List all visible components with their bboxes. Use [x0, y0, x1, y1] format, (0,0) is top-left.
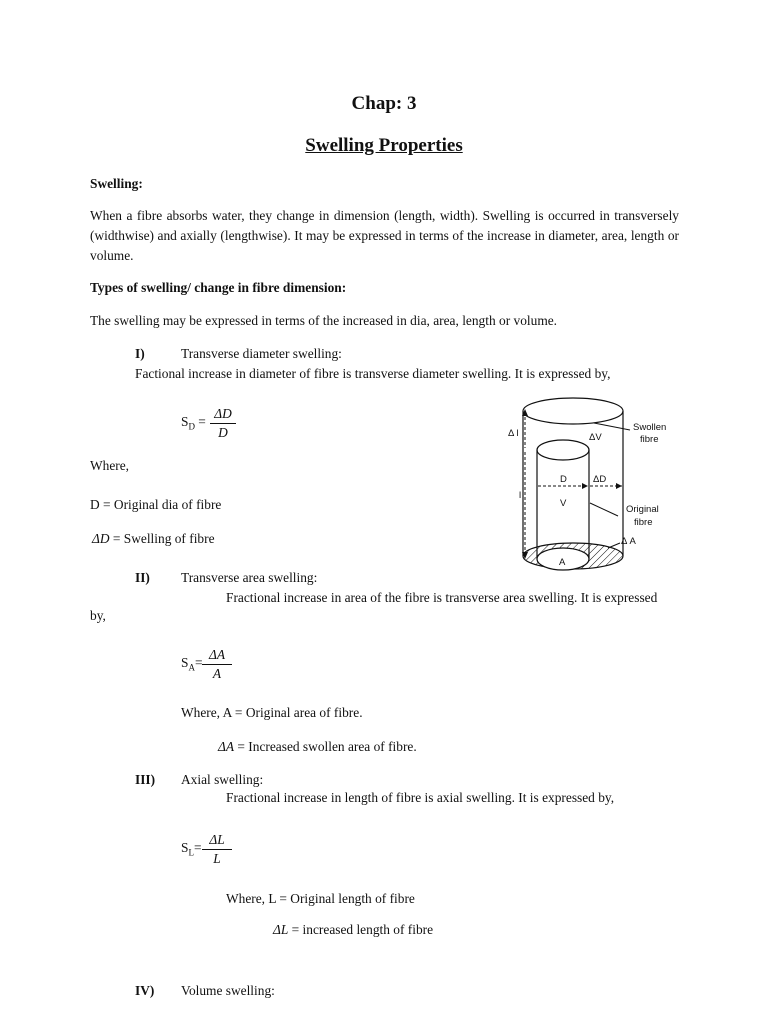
delta-d-symbol: ΔD — [92, 531, 110, 546]
formula-sa-lhs — [181, 655, 203, 673]
delta-v-label: ΔV — [589, 432, 602, 443]
section-4-heading: Volume swelling: — [181, 983, 275, 998]
chapter-heading: Chap: 3 — [351, 93, 417, 114]
formula-sd-numerator: ΔD — [210, 405, 236, 424]
formula-sl-numerator: ΔL — [202, 831, 232, 850]
types-sentence: The swelling may be expressed in terms of the increased in dia, area, length or volume. — [90, 313, 558, 328]
formula-sa-numerator: ΔA — [202, 646, 232, 665]
d-label: D — [560, 474, 567, 485]
section-3-definition-delta-l — [273, 922, 433, 938]
formula-sd-equals: = — [194, 414, 206, 429]
delta-l-label: Δ l — [508, 428, 519, 439]
page-title: Swelling Properties — [305, 135, 463, 156]
section-2-heading: Transverse area swelling: — [181, 570, 318, 585]
original-leader-line — [590, 503, 618, 516]
l-label: l — [519, 490, 522, 501]
original-label-line2: fibre — [634, 517, 653, 528]
delta-a-text: = Increased swollen area of fibre. — [234, 739, 417, 754]
delta-a-symbol: ΔA — [218, 739, 235, 754]
intro-paragraph: When a fibre absorbs water, they change in dimension (length, width). Swelling is occurred in transversely (widthwise) and axially (lengthwise). It may be expressed in terms of the increase in diameter, area, length or volume. — [90, 208, 679, 263]
a-label: A — [559, 557, 566, 568]
arrowhead-delta-d — [616, 483, 622, 489]
section-1-heading: Transverse diameter swelling: — [181, 346, 342, 361]
types-heading: Types of swelling/ change in fibre dimension: — [90, 280, 347, 295]
section-2-where: Where, A = Original area of fibre. — [181, 705, 363, 720]
formula-sa-subscript: A — [188, 662, 195, 673]
section-3-where: Where, L = Original length of fibre — [226, 891, 415, 906]
section-1-number: I) — [135, 346, 145, 361]
formula-sl-denominator: L — [213, 851, 221, 866]
section-3-heading: Axial swelling: — [181, 772, 264, 787]
arrowhead-d — [582, 483, 588, 489]
swelling-heading: Swelling: — [90, 176, 143, 191]
delta-d-text: = Swelling of fibre — [109, 531, 215, 546]
formula-sd-denominator: D — [218, 425, 228, 440]
formula-sa-fraction — [202, 646, 232, 683]
v-label: V — [560, 498, 567, 509]
section-2-number: II) — [135, 570, 150, 585]
swollen-top-ellipse — [523, 398, 623, 424]
formula-sl-symbol: S — [181, 840, 189, 855]
formula-sl-lhs — [181, 840, 202, 858]
formula-sa-denominator: A — [212, 666, 222, 681]
original-label-line1: Original — [626, 504, 659, 515]
section-2-definition-delta-a — [218, 739, 417, 755]
delta-l-text: = increased length of fibre — [288, 922, 434, 937]
swollen-label-line1: Swollen — [633, 422, 667, 433]
section-2-description: Fractional increase in area of the fibre is transverse area swelling. It is expressed — [226, 590, 658, 605]
section-4-number: IV) — [135, 983, 155, 998]
formula-sd-subscript: D — [188, 421, 195, 432]
swollen-leader-line — [594, 423, 630, 430]
formula-sl-subscript: L — [188, 847, 194, 858]
formula-sd-symbol: S — [181, 414, 189, 429]
formula-sd-lhs — [181, 414, 206, 432]
formula-sa-symbol: S — [181, 655, 189, 670]
formula-sd-fraction — [210, 405, 236, 442]
formula-sl-fraction — [202, 831, 232, 868]
formula-sl-equals: = — [193, 840, 202, 855]
original-top-ellipse — [537, 440, 589, 460]
section-3-number: III) — [135, 772, 156, 787]
section-1-description: Factional increase in diameter of fibre is transverse diameter swelling. It is expressed by, — [135, 366, 611, 381]
delta-l-symbol: ΔL — [273, 922, 289, 937]
section-2-description-cont: by, — [90, 608, 106, 623]
section-1-where: Where, — [90, 458, 130, 473]
section-3-description: Fractional increase in length of fibre is axial swelling. It is expressed by, — [226, 790, 615, 805]
fibre-swelling-diagram — [500, 388, 690, 583]
section-1-definition-delta-d — [92, 531, 215, 547]
delta-a-leader-line — [608, 543, 620, 548]
delta-d-label: ΔD — [593, 474, 607, 485]
swollen-label-line2: fibre — [640, 434, 659, 445]
delta-a-label: Δ A — [621, 536, 636, 547]
formula-sa-equals: = — [194, 655, 203, 670]
section-1-definition-d: D = Original dia of fibre — [90, 497, 222, 512]
